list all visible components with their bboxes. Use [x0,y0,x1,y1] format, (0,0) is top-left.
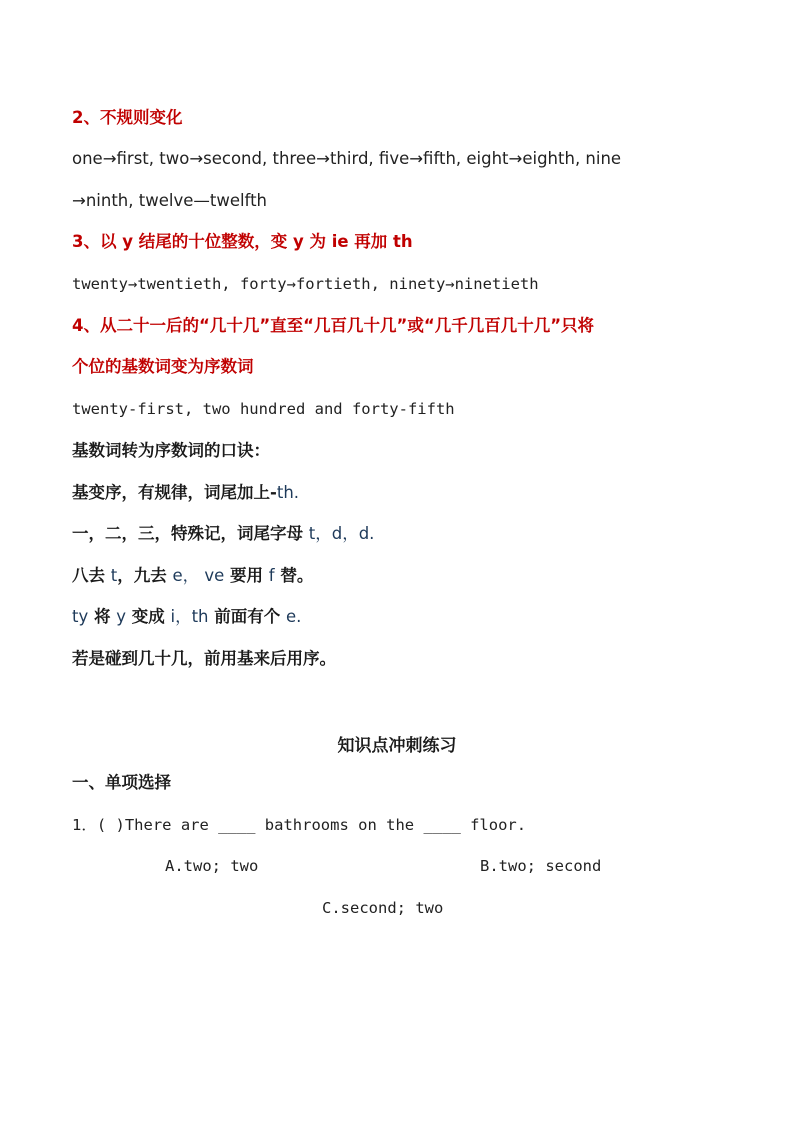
rhyme-line-1-text: 基变序，有规律，词尾加上- [72,483,277,502]
section-3-example: twenty→twentieth, forty→fortieth, ninety→ninetieth [72,275,539,293]
rhyme-line-4-part-d: 变成 [126,607,171,626]
rhyme-line-1-suffix: th. [276,483,300,502]
rhyme-line-4-part-f: 前面有个 [208,607,287,626]
rhyme-line-1 [72,481,299,505]
question-1-option-b[interactable]: B.two; second [480,857,602,875]
rhyme-line-4-e: e. [286,607,302,626]
rhyme-line-4-y: y [116,607,126,626]
section-3-heading: 3、以 y 结尾的十位整数，变 y 为 ie 再加 th [72,232,413,251]
practice-section-heading: 一、单项选择 [72,773,171,792]
section-4-heading-line-2: 个位的基数词变为序数词 [72,357,254,376]
section-2-examples-line-2: →ninth, twelve—twelfth [72,191,268,210]
rhyme-line-3-part-g: 替。 [274,566,314,585]
section-4-example: twenty-first, two hundred and forty-fifth [72,400,455,418]
rhyme-line-4 [72,605,301,629]
section-2-heading: 2、不规则变化 [72,108,183,127]
rhyme-line-3-part-e: 要用 [224,566,269,585]
practice-title: 知识点冲刺练习 [337,736,457,756]
rhyme-line-3-part-c: ，九去 [117,566,173,585]
question-1-option-c[interactable]: C.second; two [322,899,444,917]
rhyme-line-2 [72,522,374,546]
rhyme-line-4-part-b: 将 [88,607,117,626]
rhyme-line-4-i-th: i，th [170,607,209,626]
rhyme-line-2-letters: t，d，d. [308,524,375,543]
question-1-stem: 1．( )There are ____ bathrooms on the ____ floor. [72,816,527,834]
rhyme-line-5: 若是碰到几十几，前用基来后用序。 [72,649,336,668]
rhyme-line-4-ty: ty [72,607,89,626]
rhyme-line-3-letter-t: t [110,566,118,585]
rhyme-line-3-letter-f: f [268,566,275,585]
section-2-examples-line-1: one→first, two→second, three→third, five→fifth, eight→eighth, nine [72,149,622,168]
question-1-option-a[interactable]: A.two; two [165,857,259,875]
rhyme-line-2-text: 一，二，三，特殊记，词尾字母 [72,524,309,543]
section-4-heading-line-1: 4、从二十一后的“几十几”直至“几百几十几”或“几千几百几十几”只将 [72,316,595,335]
rhyme-title: 基数词转为序数词的口诀： [72,441,270,460]
rhyme-line-3 [72,564,313,588]
rhyme-line-3-part-a: 八去 [72,566,111,585]
rhyme-line-3-letters-e-ve: e， ve [172,566,225,585]
